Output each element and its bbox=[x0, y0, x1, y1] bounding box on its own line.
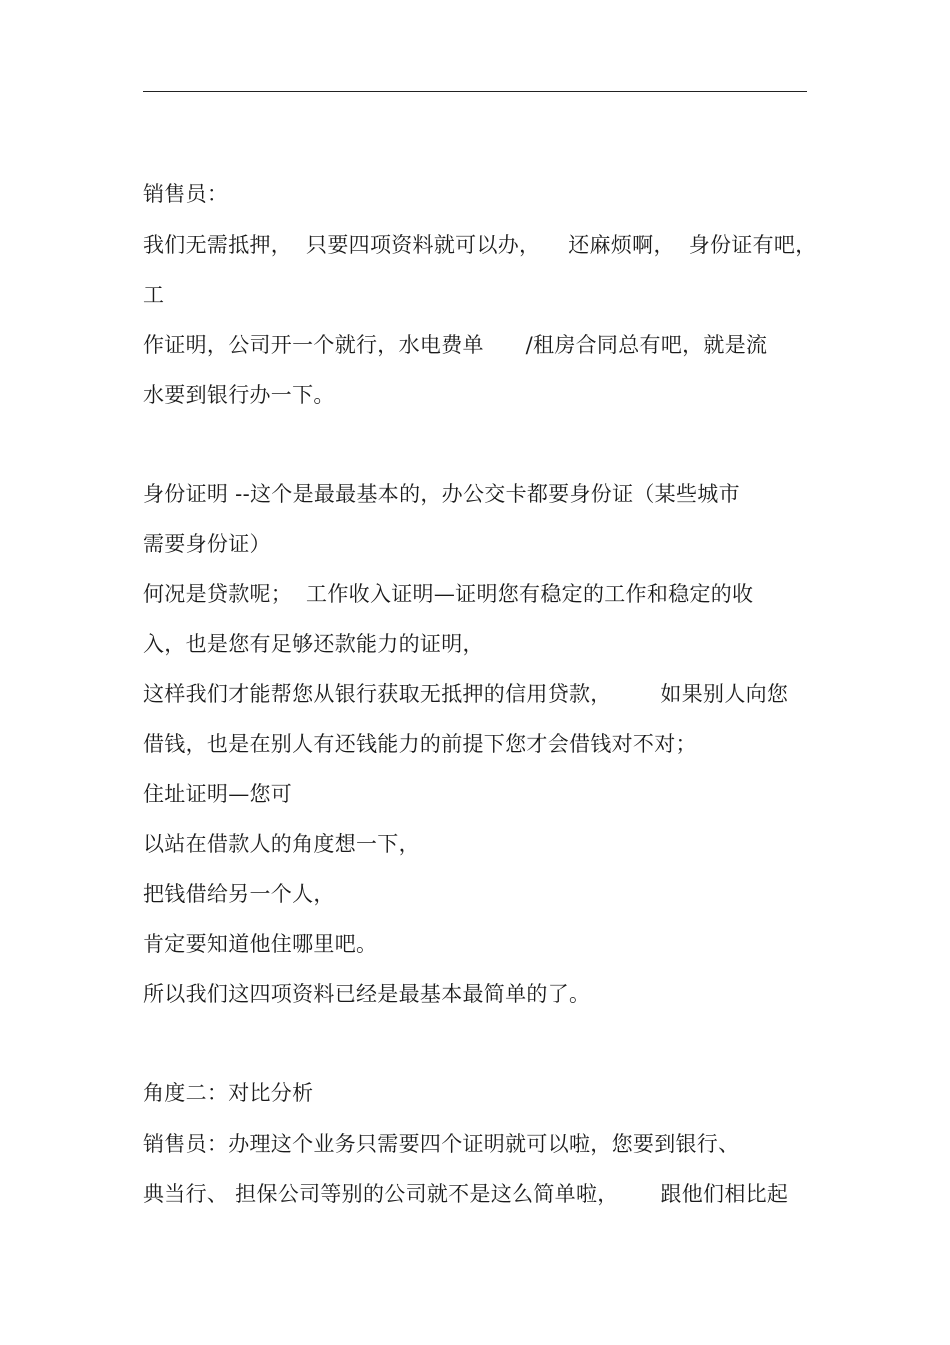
text-line: 典当行、 担保公司等别的公司就不是这么简单啦， 跟他们相比起 bbox=[143, 1182, 789, 1206]
text-line: 借钱，也是在别人有还钱能力的前提下您才会借钱对不对； bbox=[143, 732, 697, 756]
text-line: 这样我们才能帮您从银行获取无抵押的信用贷款， 如果别人向您 bbox=[143, 682, 789, 706]
text-line: 身份证明 --这个是最最基本的，办公交卡都要身份证（某些城市 bbox=[143, 482, 740, 506]
text-line: 我们无需抵押， 只要四项资料就可以办， 还麻烦啊， 身份证有吧， bbox=[143, 233, 817, 257]
text-line: 入，也是您有足够还款能力的证明， bbox=[143, 632, 484, 656]
text-line: 需要身份证） bbox=[143, 532, 271, 556]
text-line: 何况是贷款呢； 工作收入证明—证明您有稳定的工作和稳定的收 bbox=[143, 582, 754, 606]
text-line-speaker-label: 销售员： bbox=[143, 182, 229, 206]
text-line: 肯定要知道他住哪里吧。 bbox=[143, 932, 378, 956]
text-line: 工 bbox=[143, 283, 165, 307]
text-line: 住址证明—您可 bbox=[143, 782, 293, 806]
text-line: 水要到银行办一下。 bbox=[143, 383, 335, 407]
text-line: 所以我们这四项资料已经是最基本最简单的了。 bbox=[143, 982, 591, 1006]
section-heading: 角度二：对比分析 bbox=[143, 1081, 314, 1105]
text-line: 作证明，公司开一个就行，水电费单 /租房合同总有吧，就是流 bbox=[143, 333, 768, 357]
text-line: 把钱借给另一个人， bbox=[143, 882, 335, 906]
text-line: 以站在借款人的角度想一下， bbox=[143, 832, 420, 856]
header-divider bbox=[143, 91, 807, 92]
text-line: 销售员：办理这个业务只需要四个证明就可以啦，您要到银行、 bbox=[143, 1132, 740, 1156]
